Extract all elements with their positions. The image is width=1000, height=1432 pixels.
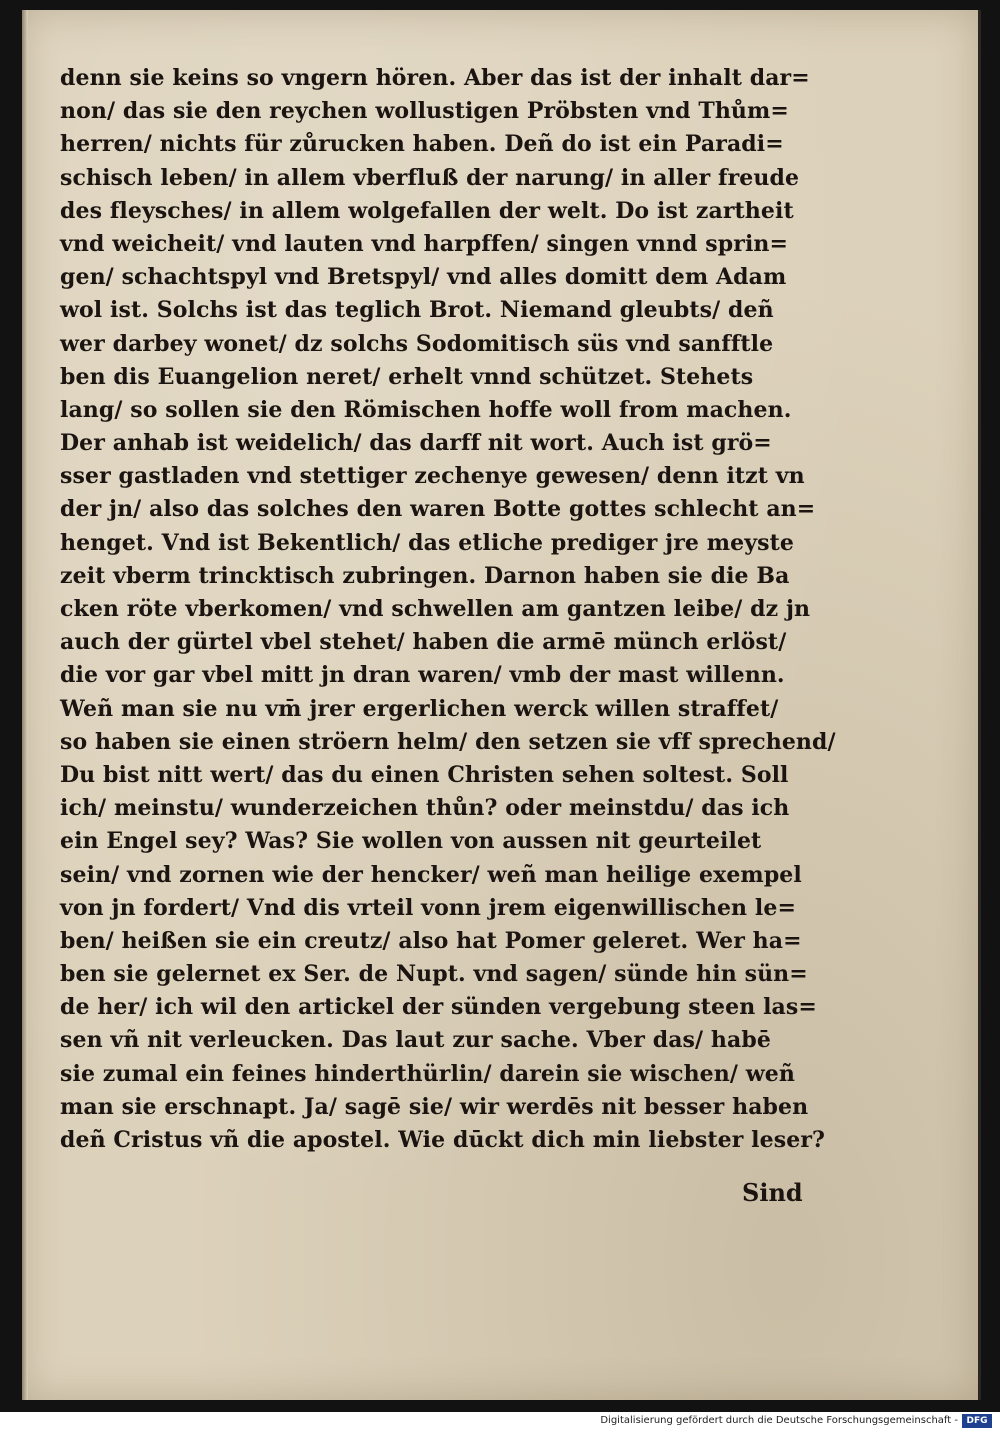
footer-bar xyxy=(0,1412,1000,1432)
body-text xyxy=(60,62,840,1157)
text-line: ben dis Euangelion neret/ erhelt vnnd schützet. Stehets xyxy=(60,363,754,390)
text-line: man sie erschnapt. Ja/ sagē sie/ wir werdēs nit besser haben xyxy=(60,1093,809,1120)
text-line: von jn fordert/ Vnd dis vrteil vonn jrem eigenwillischen le= xyxy=(60,894,796,921)
funding-credit: Digitalisierung gefördert durch die Deutsche Forschungsgemeinschaft - xyxy=(600,1415,958,1426)
text-line: sser gastladen vnd stettiger zechenye gewesen/ denn itzt vn xyxy=(60,463,805,490)
text-line: sen vñ nit verleucken. Das laut zur sache. Vber das/ habē xyxy=(60,1027,771,1054)
text-line: des fleysches/ in allem wolgefallen der welt. Do ist zartheit xyxy=(60,197,794,224)
text-line: ich/ meinstu/ wunderzeichen thůn? oder meinstdu/ das ich xyxy=(60,795,790,822)
text-line: ein Engel sey? Was? Sie wollen von aussen nit geurteilet xyxy=(60,828,762,855)
text-line: ben/ heißen sie ein creutz/ also hat Pomer geleret. Wer ha= xyxy=(60,927,802,954)
text-line: lang/ so sollen sie den Römischen hoffe woll from machen. xyxy=(60,396,792,423)
text-line: sie zumal ein feines hinderthürlin/ darein sie wischen/ weñ xyxy=(60,1060,795,1087)
text-line: Weñ man sie nu vm̄ jrer ergerlichen werck willen straffet/ xyxy=(60,695,779,722)
page-gutter-shadow xyxy=(22,10,28,1400)
text-line: henget. Vnd ist Bekentlich/ das etliche prediger jre meyste xyxy=(60,529,794,556)
text-line: sein/ vnd zornen wie der hencker/ weñ man heilige exempel xyxy=(60,861,802,888)
text-line: der jn/ also das solches den waren Botte gottes schlecht an= xyxy=(60,496,816,523)
text-line: non/ das sie den reychen wollustigen Pröbsten vnd Thům= xyxy=(60,98,789,125)
text-line: gen/ schachtspyl vnd Bretspyl/ vnd alles domitt dem Adam xyxy=(60,264,787,291)
text-line: cken röte vberkomen/ vnd schwellen am gantzen leibe/ dz jn xyxy=(60,596,811,622)
text-line: zeit vberm trincktisch zubringen. Darnon haben sie die Ba xyxy=(60,562,790,589)
catchword: Sind xyxy=(742,1178,803,1207)
text-line: die vor gar vbel mitt jn dran waren/ vmb der mast willenn. xyxy=(60,662,785,689)
text-line: de her/ ich wil den artickel der sünden vergebung steen las= xyxy=(60,994,817,1021)
text-line: ben sie gelernet ex Ser. de Nupt. vnd sagen/ sünde hin sün= xyxy=(60,961,808,988)
text-line: auch der gürtel vbel stehet/ haben die armē münch erlöst/ xyxy=(60,629,787,656)
text-line: vnd weicheit/ vnd lauten vnd harpffen/ singen vnnd sprin= xyxy=(60,230,789,257)
text-line: schisch leben/ in allem vberfluß der narung/ in aller freude xyxy=(60,164,800,191)
text-line: so haben sie einen ströern helm/ den setzen sie vff sprechend/ xyxy=(60,728,836,755)
text-line: wol ist. Solchs ist das teglich Brot. Niemand gleubts/ deñ xyxy=(60,297,774,324)
text-line: deñ Cristus vñ die apostel. Wie dūckt dich min liebster leser? xyxy=(60,1127,826,1153)
dfg-logo[interactable]: DFG xyxy=(962,1414,992,1428)
text-line: Der anhab ist weidelich/ das darff nit wort. Auch ist grö= xyxy=(60,430,772,457)
text-line: wer darbey wonet/ dz solchs Sodomitisch süs vnd sanfftle xyxy=(60,330,774,357)
text-line: Du bist nitt wert/ das du einen Christen sehen soltest. Soll xyxy=(60,761,789,788)
text-line: herren/ nichts für zůrucken haben. Deñ do ist ein Paradi= xyxy=(60,131,784,158)
text-line: denn sie keins so vngern hören. Aber das ist der inhalt dar= xyxy=(60,65,810,91)
